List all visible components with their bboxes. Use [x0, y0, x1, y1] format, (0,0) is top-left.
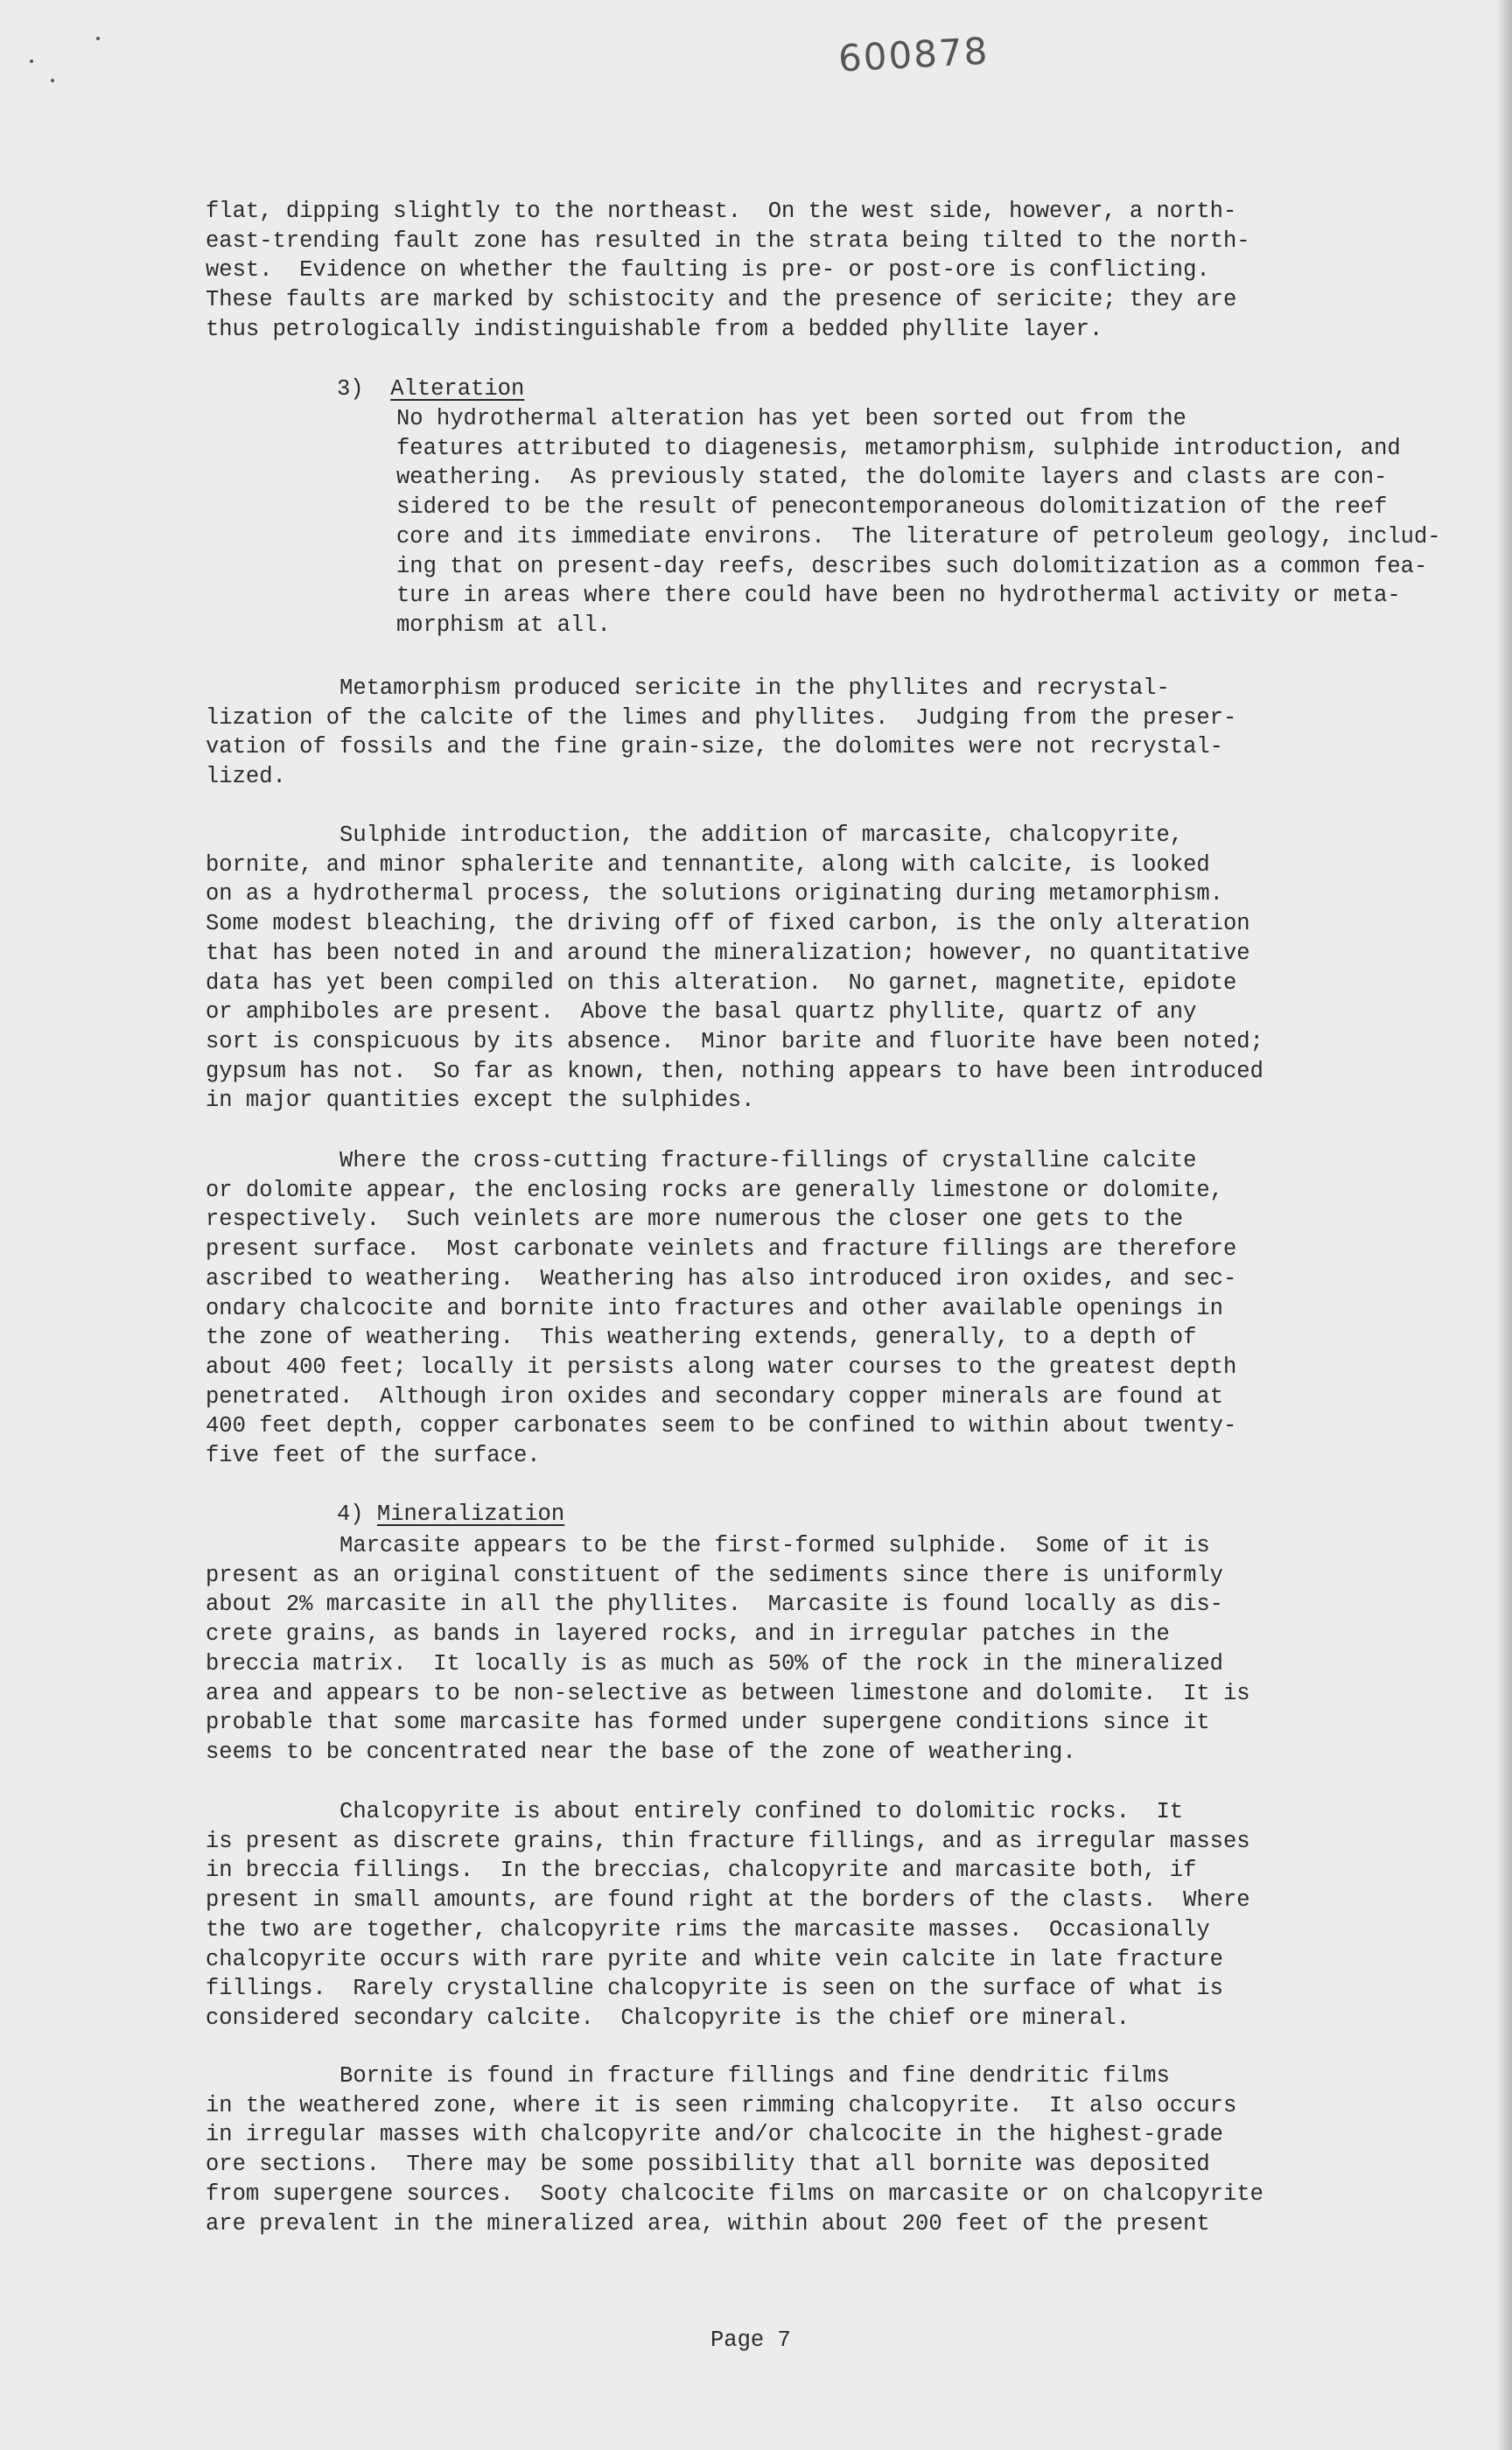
dust-speck — [30, 60, 33, 63]
dust-speck — [96, 37, 100, 40]
paragraph-bornite: Bornite is found in fracture fillings and fine dendritic films in the weathered zone, where it is seen rimming chalcopyrite. It also occurs in irregular masses with chalcopyrite and/or chalcocite in the highest-grade ore sections. There may be some possibility that all bornite was deposited from supergene sources. Sooty chalcocite films on marcasite or on chalcopyrite are prevalent in the mineralized area, within about 200 feet of the present — [206, 2063, 1264, 2236]
dust-speck — [51, 79, 54, 82]
section-number: 3) — [337, 376, 364, 402]
section-number: 4) — [337, 1502, 364, 1527]
paragraph-sulphide-introduction: Sulphide introduction, the addition of marcasite, chalcopyrite, bornite, and minor sphalerite and tennantite, along with calcite, is looked on as a hydrothermal process, the solutions originating during metamorphism. Some modest bleaching, the driving off of fixed carbon, is the only alteration that has been noted in and around the mineralization; however, no quantitative data has yet been compiled on this alteration. No garnet, magnetite, epidote or amphiboles are present. Above the basal quartz phyllite, quartz of any sort is conspicuous by its absence. Minor barite and fluorite have been noted; gypsum has not. So far as known, then, nothing appears to have been introduced in major quantities except the sulphides. — [206, 822, 1264, 1114]
page-number: Page 7 — [710, 2328, 791, 2353]
section-heading-alteration — [337, 374, 524, 404]
document-stamp-number: 600878 — [836, 29, 990, 80]
paragraph-marcasite: Marcasite appears to be the first-formed sulphide. Some of it is present as an original constituent of the sediments since there is uniformly about 2% marcasite in all the phyllites. Marcasite is found locally as dis- crete grains, as bands in layered rocks, and in irregular patches in the breccia matrix. It locally is as much as 50% of the rock in the mineralized area and appears to be non-selective as between limestone and dolomite. It is probable that some marcasite has formed under supergene conditions since it seems to be concentrated near the base of the zone of weathering. — [206, 1533, 1250, 1765]
paragraph-alteration-intro: No hydrothermal alteration has yet been sorted out from the features attributed to diagenesis, metamorphism, sulphide introduction, and weathering. As previously stated, the dolomite layers and clasts are con- sidered to be the result of penecontemporaneous dolomitization of the reef core and its immediate environs. The literature of petroleum geology, includ- ing that on present-day reefs, describes such dolomitization as a common fea- ture in areas where there could have been no hydrothermal activity or meta- morphism at all. — [396, 406, 1441, 638]
paragraph-chalcopyrite: Chalcopyrite is about entirely confined to dolomitic rocks. It is present as discrete grains, thin fracture fillings, and as irregular masses in breccia fillings. In the breccias, chalcopyrite and marcasite both, if present in small amounts, are found right at the borders of the clasts. Where the two are together, chalcopyrite rims the marcasite masses. Occasionally chalcopyrite occurs with rare pyrite and white vein calcite in late fracture fillings. Rarely crystalline chalcopyrite is seen on the surface of what is considered secondary calcite. Chalcopyrite is the chief ore mineral. — [206, 1799, 1250, 2031]
page-edge-shadow — [1496, 0, 1512, 2450]
section-title: Alteration — [390, 376, 525, 402]
paragraph-faulting: flat, dipping slightly to the northeast. On the west side, however, a north- east-trending fault zone has resulted in the strata being tilted to the north- west. Evidence on whether the faulting is pre- or post-ore is conflicting. These faults are marked by schistocity and the presence of sericite; they are thus petrologically indistinguishable from a bedded phyllite layer. — [206, 199, 1250, 342]
paragraph-weathering: Where the cross-cutting fracture-fillings of crystalline calcite or dolomite appear, the enclosing rocks are generally limestone or dolomite, respectively. Such veinlets are more numerous the closer one gets to the present surface. Most carbonate veinlets and fracture fillings are therefore ascribed to weathering. Weathering has also introduced iron oxides, and sec- ondary chalcocite and bornite into fractures and other available openings in the zone of weathering. This weathering extends, generally, to a depth of about 400 feet; locally it persists along water courses to the greatest depth penetrated. Although iron oxides and secondary copper minerals are found at 400 feet depth, copper carbonates seem to be confined to within about twenty- five feet of the surface. — [206, 1148, 1237, 1469]
section-title: Mineralization — [376, 1502, 565, 1527]
paragraph-metamorphism: Metamorphism produced sericite in the phyllites and recrystal- lization of the calcite of the limes and phyllites. Judging from the preser- vation of fossils and the fine grain-size, the dolomites were not recrystal- lized. — [206, 676, 1237, 790]
section-heading-mineralization — [337, 1500, 564, 1530]
